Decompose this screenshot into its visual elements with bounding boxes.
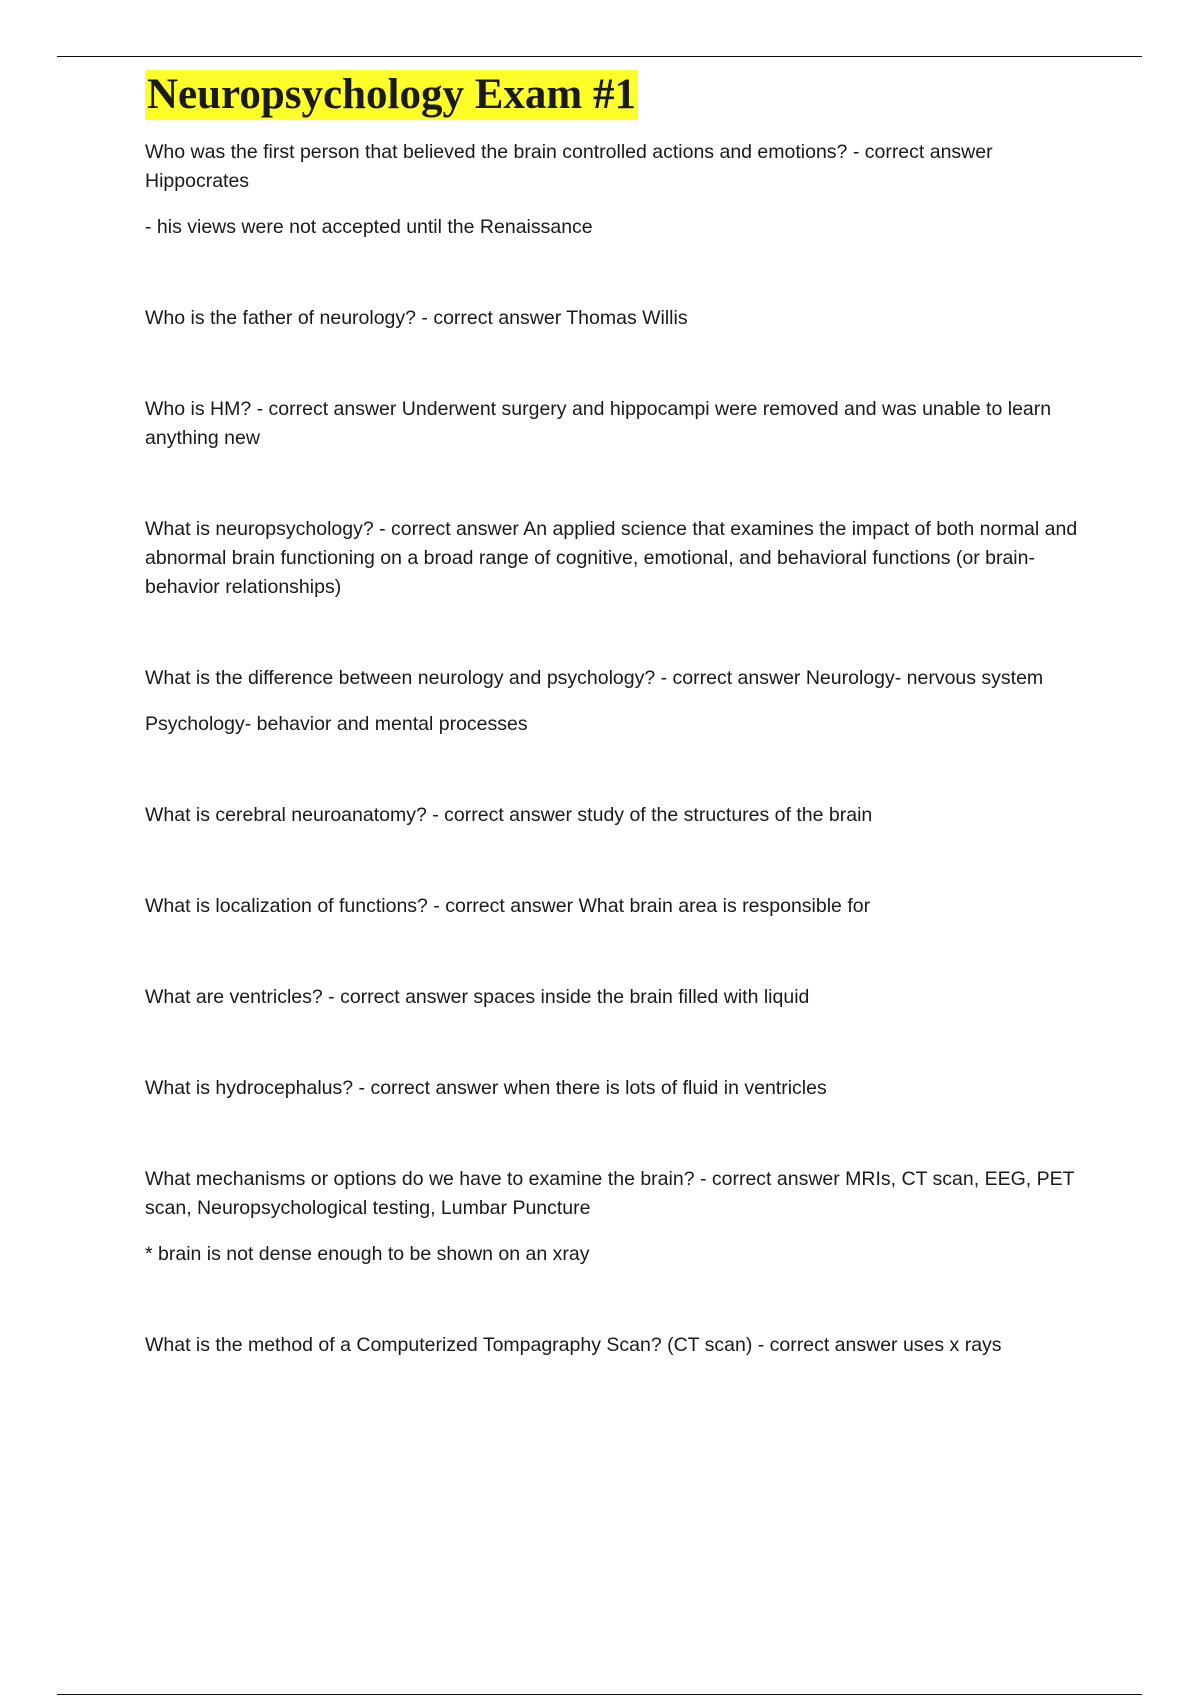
header-rule: [57, 56, 1142, 57]
qa-item-4: [145, 515, 1100, 602]
qa-item-7: [145, 892, 1100, 921]
qa-text: What mechanisms or options do we have to examine the brain? - correct answer MRIs, CT scan, EEG, PET scan, Neuropsychological testing, Lumbar Puncture: [145, 1168, 1075, 1219]
qa-item-11: [145, 1331, 1100, 1360]
qa-text: What is the difference between neurology and psychology? - correct answer Neurology- nervous system: [145, 667, 1044, 689]
qa-item-10: [145, 1165, 1100, 1269]
qa-item-1: [145, 138, 1100, 242]
qa-text: What is hydrocephalus? - correct answer when there is lots of fluid in ventricles: [145, 1077, 827, 1099]
qa-text: What is localization of functions? - correct answer What brain area is responsible for: [145, 895, 871, 917]
footer-rule: [57, 1694, 1142, 1695]
document-body: [145, 70, 1100, 1360]
qa-text: Who is the father of neurology? - correct answer Thomas Willis: [145, 307, 688, 329]
qa-note: * brain is not dense enough to be shown on an xray: [145, 1243, 590, 1265]
qa-text: What is neuropsychology? - correct answer An applied science that examines the impact of both normal and abnormal brain functioning on a broad range of cognitive, emotional, and behavioral functions (or brain- behavior relationships): [145, 518, 1078, 598]
qa-item-6: [145, 801, 1100, 830]
qa-item-5: [145, 664, 1100, 739]
document-title: Neuropsychology Exam #1: [147, 71, 636, 118]
qa-text: Who is HM? - correct answer Underwent surgery and hippocampi were removed and was unable to learn anything new: [145, 398, 1052, 449]
qa-item-2: [145, 304, 1100, 333]
qa-note: Psychology- behavior and mental processes: [145, 713, 528, 735]
qa-text: What is cerebral neuroanatomy? - correct answer study of the structures of the brain: [145, 804, 873, 826]
qa-note: - his views were not accepted until the Renaissance: [145, 216, 593, 238]
qa-item-9: [145, 1074, 1100, 1103]
qa-text: Who was the first person that believed the brain controlled actions and emotions? - correct answer Hippocrates: [145, 141, 993, 192]
qa-text: What are ventricles? - correct answer spaces inside the brain filled with liquid: [145, 986, 810, 1008]
qa-item-3: [145, 395, 1100, 453]
qa-item-8: [145, 983, 1100, 1012]
qa-text: What is the method of a Computerized Tompagraphy Scan? (CT scan) - correct answer uses x rays: [145, 1334, 1002, 1356]
